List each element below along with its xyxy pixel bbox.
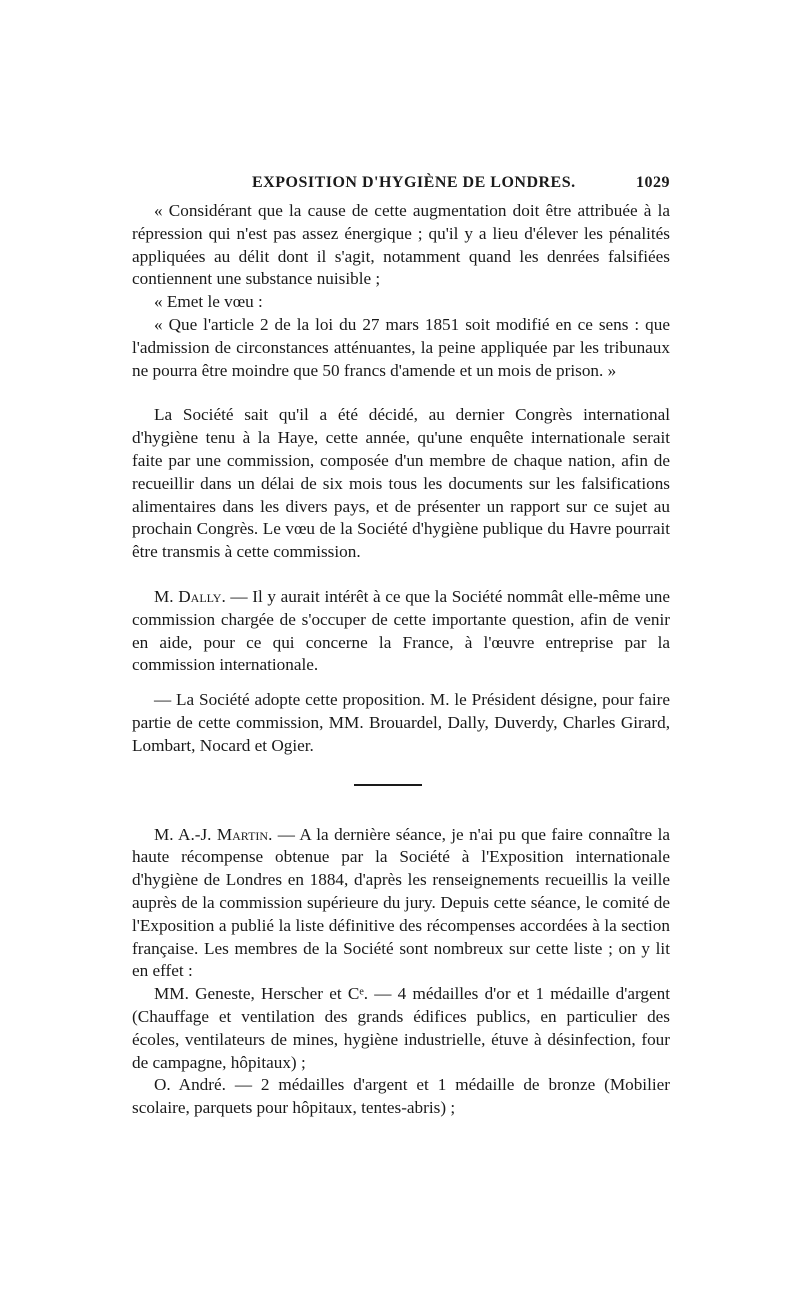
resolution-emet-voeu: « Emet le vœu : [154,292,263,312]
section-divider [132,758,670,824]
paragraph-congres-international: La Société sait qu'il a été décidé, au dernier Congrès international d'hygiène tenu à la Haye, cette année, qu'une enquête internationale serait faite par une commission, composée d'un membre de chaque nation, afin de recueillir dans un délai de six mois tous les documents sur les falsifications alimentaires dans les divers pays, et de présenter un rapport sur ce sujet au prochain Congrès. Le vœu de la Société d'hygiène publique du Havre pourrait être transmis à cette commission. [132,405,670,562]
running-title: EXPOSITION D'HYGIÈNE DE LONDRES. [252,174,576,191]
paragraph-martin [132,824,670,984]
paragraph-martin-text: — A la dernière séance, je n'ai pu que faire connaître la haute récompense obtenue par la Société à l'Exposition internationale d'hygiène de Londres en 1884, d'après les renseignements recueillis la veille auprès de la commission supérieure du jury. Depuis cette séance, le comité de l'Exposition a publié la liste définitive des récompenses accordées à la section française. Les membres de la Société sont nombreux sur cette liste ; on y lit en effet : [132,824,670,981]
paragraph-dally [132,586,670,677]
paragraph-commission-adoptee: — La Société adopte cette proposition. M. le Président désigne, pour faire partie de cette commission, MM. Brouardel, Dally, Duverdy, Charles Girard, Lombart, Nocard et Ogier. [132,690,670,755]
paragraph-geneste-herscher: MM. Geneste, Herscher et Cᵉ. — 4 médailles d'or et 1 médaille d'argent (Chauffage et ventilation des grands édifices publics, en particulier des écoles, ventilateurs de mines, hygiène industrielle, étuve à désinfection, four de campagne, hôpitaux) ; [132,984,670,1072]
resolution-voeu-text: « Que l'article 2 de la loi du 27 mars 1851 soit modifié en ce sens : que l'admission de circonstances atténuantes, la peine appliquée par les tribunaux ne pourra être moindre que 50 francs d'amende et un mois de prison. » [132,314,670,380]
paragraph-dally-text: — Il y aurait intérêt à ce que la Société nommât elle-même une commission chargée de s'occuper de cette importante question, afin de venir en aide, pour ce qui concerne la France, à l'œuvre entreprise par la commission internationale. [132,586,670,675]
divider-rule [354,784,422,786]
speaker-name: M. Dally. [154,586,226,606]
page-content [132,172,670,1120]
page-number: 1029 [636,174,670,191]
resolution-considerant: « Considérant que la cause de cette augmentation doit être attribuée à la répression qui n'est pas assez énergique ; qu'il y a lieu d'élever les pénalités appliquées au délit dont il s'agit, notamment quand les denrées falsifiées contiennent une substance nuisible ; [132,201,670,289]
speaker-name: M. A.-J. Martin. [154,824,273,844]
paragraph-andre: O. André. — 2 médailles d'argent et 1 médaille de bronze (Mobilier scolaire, parquets pour hôpitaux, tentes-abris) ; [132,1075,670,1118]
running-header [132,172,670,200]
